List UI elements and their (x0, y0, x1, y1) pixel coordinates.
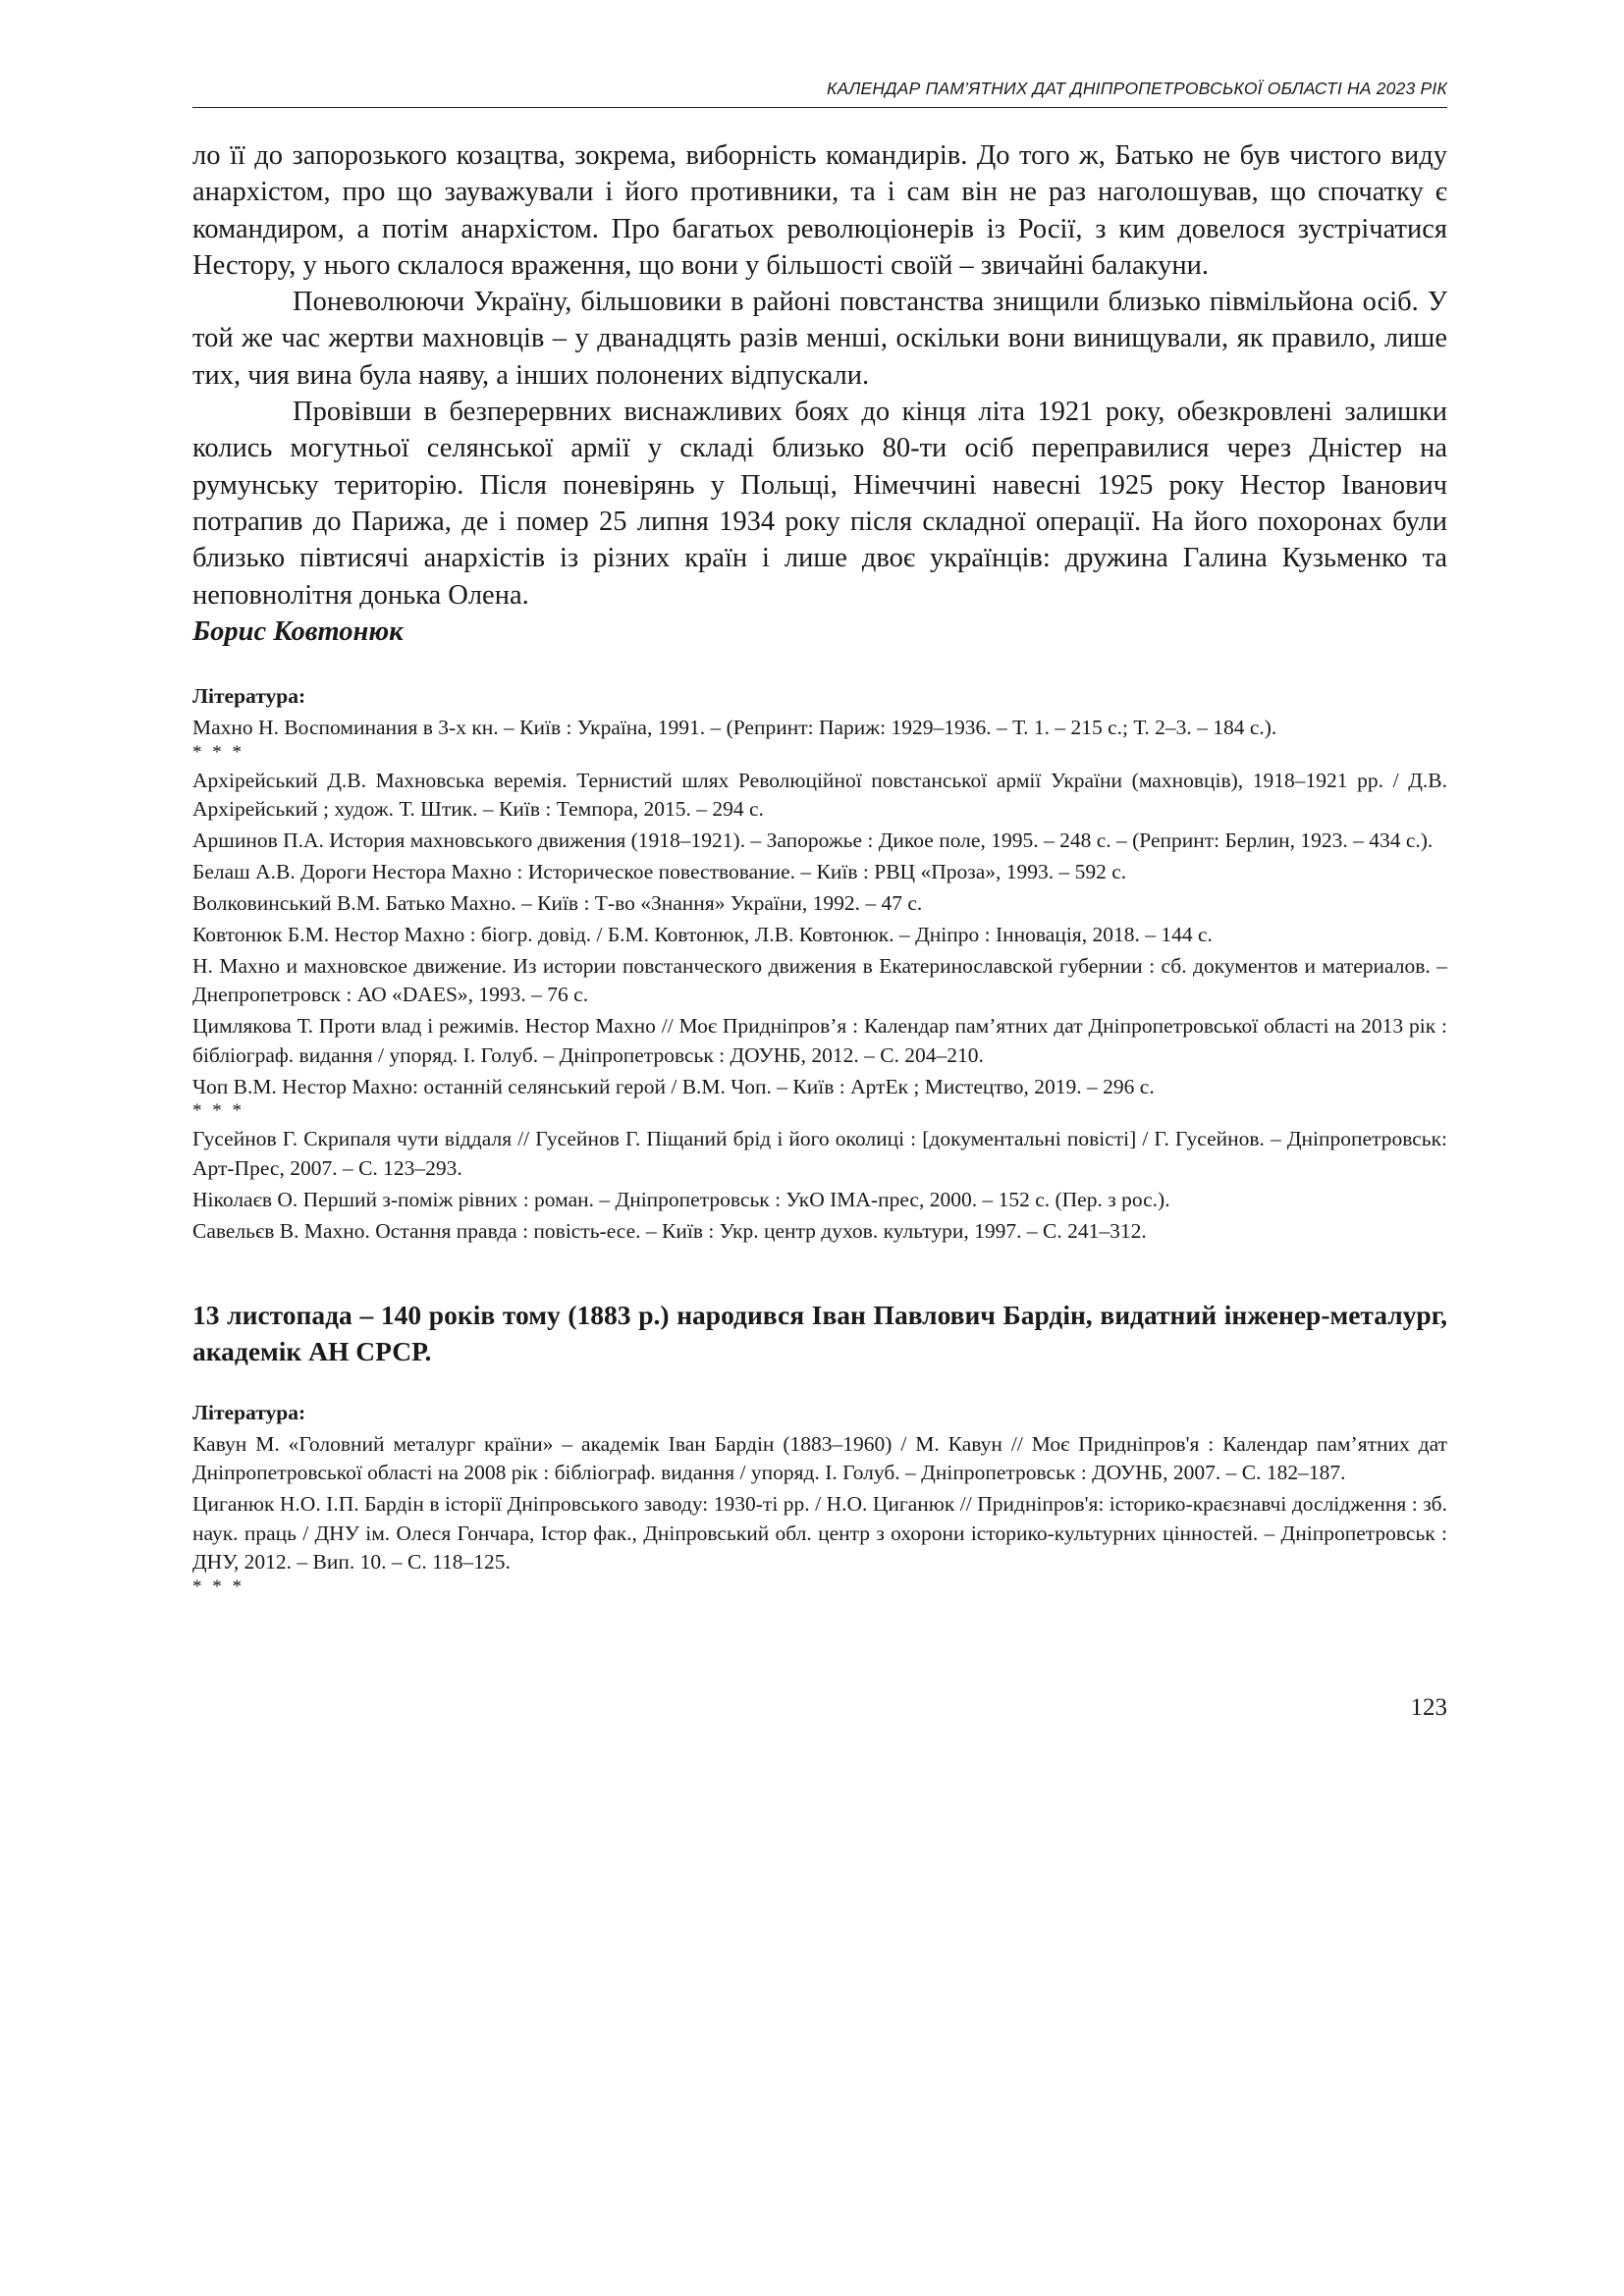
literature-entry: Аршинов П.А. История махновського движения (1918–1921). – Запорожье : Дикое поле, 1995. – 248 с. – (Репринт: Берлин, 1923. – 434 с.). (192, 828, 1434, 853)
body-paragraph: Поневолюючи Україну, більшовики в районі повстанства знищили близько півмільйона осіб. У той же час жертви махновців – у дванадцять разів менші, оскільки вони винищували, як правило, лише тих, чия вина була наяву, а інших полонених відпускали. (192, 287, 1447, 391)
body-paragraph: ло її до запорозького козацтва, зокрема, виборність командирів. До того ж, Батько не був чистого виду анархістом, про що зауважували і його противники, та і сам він не раз наголошував, що спочатку є командиром, а потім анархістом. Про багатьох революціонерів із Росії, з ким довелося зустрічатися Нестору, у нього склалося враження, що вони у більшості своїй – звичайні балакуни. (192, 140, 1447, 281)
literature-entry: Белаш А.В. Дороги Нестора Махно : Историческое повествование. – Київ : РВЦ «Проза», 1993. – 592 с. (192, 860, 1127, 884)
event-heading: 13 листопада – 140 років тому (1883 р.) народився Іван Павлович Бардін, видатний інженер-металург, академік АН СРСР. (192, 1300, 1447, 1367)
literature-entry: Кавун М. «Головний металург країни» – академік Іван Бардін (1883–1960) / М. Кавун // Моє Придніпров'я : Календар пам’ятних дат Дніпропетровської області на 2008 рік : бібліограф. видання / упоряд. І. Голуб. – Дніпропетровськ : ДОУНБ, 2007. – С. 182–187. (192, 1431, 1447, 1485)
literature-section (192, 1399, 1447, 1595)
article-body (192, 137, 1447, 650)
literature-entry: Гусейнов Г. Скрипаля чути віддаля // Гусейнов Г. Піщаний брід і його околиці : [документальні повісті] / Г. Гусейнов. – Дніпропетровськ: Арт-Прес, 2007. – С. 123–293. (192, 1127, 1447, 1180)
literature-heading: Література: (192, 684, 306, 709)
literature-entry: Чоп В.М. Нестор Махно: останній селянський герой / В.М. Чоп. – Київ : АртЕк ; Мистецтво, 2019. – 296 с. (192, 1074, 1155, 1098)
literature-separator: * * * (192, 1576, 244, 1597)
event-section (192, 1297, 1447, 1369)
literature-separator: * * * (192, 1100, 244, 1122)
literature-separator: * * * (192, 741, 244, 763)
literature-entry: Н. Махно и махновское движение. Из истории повстанческого движения в Екатеринославской губернии : сб. документов и материалов. – Днепропетровск : АО «DAES», 1993. – 76 с. (192, 953, 1447, 1007)
literature-entry: Волковинський В.М. Батько Махно. – Київ : Т-во «Знання» України, 1992. – 47 с. (192, 891, 923, 916)
literature-section (192, 682, 1447, 1246)
body-paragraph: Провівши в безперервних виснажливих боях до кінця літа 1921 року, обезкровлені залишки колись могутньої селянської армії у складі близько 80-ти осіб переправилися через Дністер на румунську територію. Після поневірянь у Польщі, Німеччині навесні 1925 року Нестор Іванович потрапив до Парижа, де і помер 25 липня 1934 року після складної операції. На його похоронах були близько півтисячі анархістів із різних країн і лише двоє українців: дружина Галина Кузьменко та неповнолітня донька Олена. (192, 397, 1447, 611)
page-content (192, 137, 1447, 1601)
literature-entry: Ніколаєв О. Перший з-поміж рівних : роман. – Дніпропетровськ : УкО ІМА-прес, 2000. – 152 с. (Пер. з рос.). (192, 1187, 1170, 1211)
literature-entry: Ковтонюк Б.М. Нестор Махно : біогр. довід. / Б.М. Ковтонюк, Л.В. Ковтонюк. – Дніпро : Інновація, 2018. – 144 с. (192, 923, 1213, 946)
literature-entry: Архірейський Д.В. Махновська веремія. Тернистий шлях Революційної повстанської армії України (махновців), 1918–1921 рр. / Д.В. Архірейський ; худож. Т. Штик. – Київ : Темпора, 2015. – 294 с. (192, 768, 1447, 822)
literature-entry: Махно Н. Воспоминания в 3-х кн. – Київ : Україна, 1991. – (Репринт: Париж: 1929–1936. – Т. 1. – 215 с.; Т. 2–3. – 184 с.). (192, 716, 1277, 740)
literature-entry: Савельєв В. Махно. Остання правда : повість-есе. – Київ : Укр. центр духов. культури, 1997. – С. 241–312. (192, 1218, 1147, 1243)
page-number: 123 (1410, 1694, 1447, 1721)
literature-heading: Література: (192, 1401, 306, 1425)
literature-entry: Циганюк Н.О. І.П. Бардін в історії Дніпровського заводу: 1930-ті рр. / Н.О. Циганюк // Придніпров'я: історико-краєзнавчі дослідження : зб. наук. праць / ДНУ ім. Олеся Гончара, Істор фак., Дніпровський обл. центр з охорони історико-культурних цінностей. – Дніпропетровськ : ДНУ, 2012. – Вип. 10. – С. 118–125. (192, 1492, 1447, 1575)
article-author: Борис Ковтонюк (192, 615, 404, 647)
running-header (192, 79, 1447, 108)
running-header-title: КАЛЕНДАР ПАМ’ЯТНИХ ДАТ ДНІПРОПЕТРОВСЬКОЇ ОБЛАСТІ НА 2023 РІК (826, 79, 1447, 98)
literature-entry: Цимлякова Т. Проти влад і режимів. Нестор Махно // Моє Придніпров’я : Календар пам’ятних дат Дніпропетровської області на 2013 рік : бібліограф. видання / упоряд. І. Голуб. – Дніпропетровськ : ДОУНБ, 2012. – С. 204–210. (192, 1014, 1447, 1067)
